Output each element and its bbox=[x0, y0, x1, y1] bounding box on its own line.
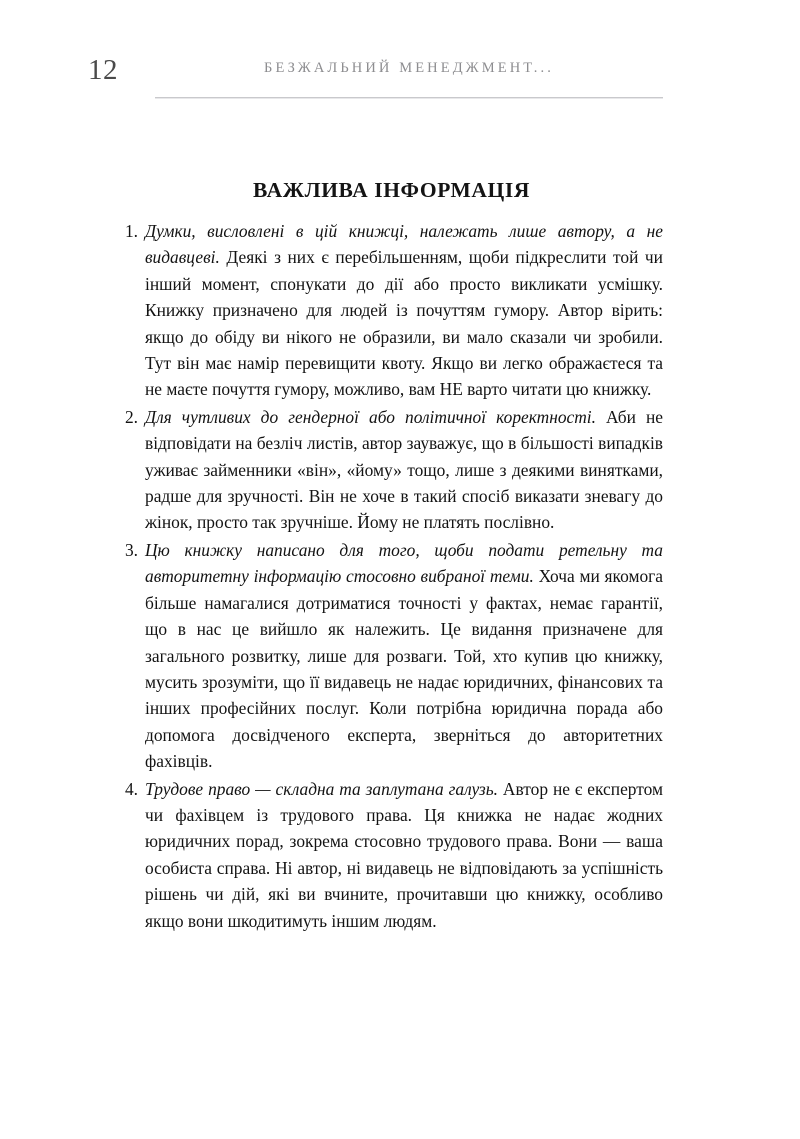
page-number: 12 bbox=[88, 54, 118, 86]
running-title: БЕЗЖАЛЬНИЙ МЕНЕДЖМЕНТ... bbox=[264, 60, 554, 76]
list-item-lead: Думки, висловлені в цій книжці, належать лише автору, а не видавцеві. bbox=[145, 221, 663, 268]
list-item-lead: Трудове право — складна та заплутана галузь. bbox=[145, 778, 498, 799]
list-item-lead: Для чутливих до гендерної або політичної коректності. bbox=[145, 406, 596, 427]
running-header bbox=[0, 52, 800, 104]
list-item bbox=[120, 776, 663, 934]
header-divider bbox=[155, 97, 663, 99]
list-item bbox=[120, 218, 663, 403]
list-item-body: Хоча ми якомога більше намагалися дотриматися точності у фактах, немає гарантії, що в нас це вийшло як належить. Це видання призначене для загального розвитку, лише для розваги. Той, хто купив цю книжку, мусить зрозуміти, що її видавець не надає юридичних, фінансових та інших професійних послуг. Коли потрібна юридична порада або допомога досвідченого експерта, зверніться до авторитетних фахівців. bbox=[145, 566, 664, 772]
list-item-body: Аби не відповідати на безліч листів, автор зауважує, що в більшості випадків уживає займенники «він», «йому» тощо, лише з деякими винятками, радше для зручності. Він не хоче в такий спосіб виказати зневагу до жінок, просто так зручніше. Йому не платять послівно. bbox=[145, 406, 663, 533]
notice-list bbox=[120, 218, 663, 934]
section-heading: ВАЖЛИВА ІНФОРМАЦІЯ bbox=[253, 178, 530, 202]
list-item-lead: Цю книжку написано для того, щоби подати ретельну та авторитетну інформацію стосовно вибраної теми. bbox=[145, 539, 663, 587]
list-item-body: Деякі з них є перебільшенням, щоби підкреслити той чи інший момент, спонукати до дії або просто викликати усмішку. Книжку призначено для людей із почуттям гумору. Автор вірить: якщо до обіду ви нікого не образили, ви мало сказали чи зробили. Тут він має намір перевищити квоту. Якщо ви легко ображаєтеся та не маєте почуття гумору, можливо, вам НЕ варто читати цю книжку. bbox=[145, 247, 663, 400]
list-item bbox=[120, 537, 663, 775]
list-item-body: Автор не є експертом чи фахівцем із трудового права. Ця книжка не надає жодних юридичних порад, зокрема стосовно трудового права. Вони — ваша особиста справа. Ні автор, ні видавець не відповідають за успішність рішень чи дій, які ви вчините, прочитавши цю книжку, особливо якщо вони шкодитимуть іншим людям. bbox=[145, 778, 663, 931]
page-content bbox=[120, 176, 663, 935]
list-item bbox=[120, 404, 663, 536]
